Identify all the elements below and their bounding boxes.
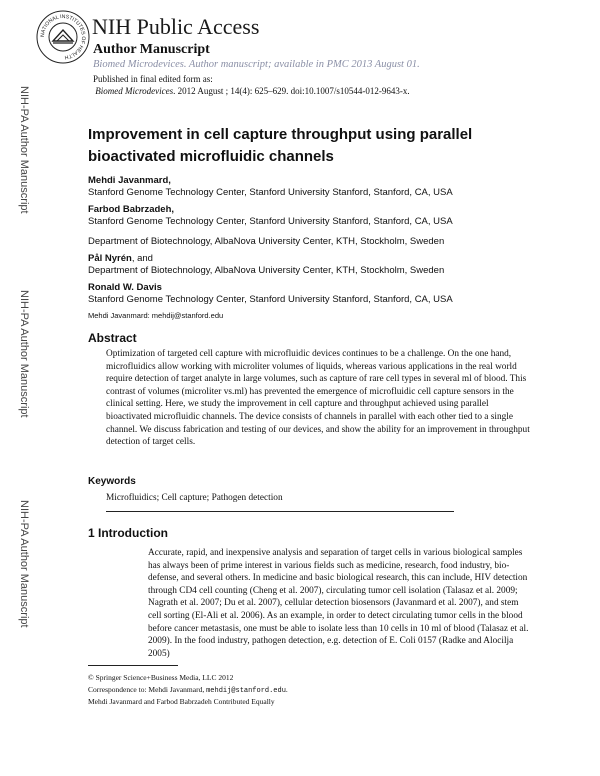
author-name-suffix: , and [131,253,153,264]
logo-ring-text: NATIONAL INSTITUTES OF HEALTH [39,13,87,60]
svg-text:NATIONAL INSTITUTES OF HEALTH [40,14,86,60]
abstract-heading: Abstract [88,331,137,345]
author-email: Mehdi Javanmard: mehdij@stanford.edu [88,311,224,320]
side-stamp: NIH-PA Author Manuscript [18,86,30,214]
correspondence-label: Correspondence to: Mehdi Javanmard, [88,685,207,694]
author-affiliation: Stanford Genome Technology Center, Stanford University Stanford, Stanford, CA, USA [88,187,453,198]
author-manuscript-title: Author Manuscript [93,42,210,57]
journal-name: Biomed Microdevices [95,86,174,96]
nih-public-access-title: NIH Public Access [92,14,260,39]
keywords-text: Microfluidics; Cell capture; Pathogen detection [106,493,283,503]
divider [106,511,454,512]
availability-note: Biomed Microdevices. Author manuscript; available in PMC 2013 August 01. [93,59,420,70]
author-name: Pål Nyrén [88,253,132,264]
author-affiliation: Stanford Genome Technology Center, Stanford University Stanford, Stanford, CA, USA [88,294,453,305]
published-label: Published in final edited form as: [93,74,213,84]
contribution-note: Mehdi Javanmard and Farbod Babrzadeh Contributed Equally [88,697,275,706]
author-affiliation: Department of Biotechnology, AlbaNova University Center, KTH, Stockholm, Sweden [88,265,445,276]
correspondence-email[interactable]: mehdij@stanford.edu [206,687,286,695]
publication-citation [93,86,410,96]
footnote-divider [88,665,178,666]
side-stamp: NIH-PA Author Manuscript [18,290,30,418]
author-name: Mehdi Javanmard, [88,175,171,186]
author-name: Ronald W. Davis [88,282,162,293]
introduction-heading: 1 Introduction [88,526,168,540]
side-stamp: NIH-PA Author Manuscript [18,500,30,628]
introduction-text: Accurate, rapid, and inexpensive analysis and separation of target cells in various biological samples has always been of prime interest in various fields such as medicine, research, food industry, bio-defense, and several others. In medicine and basic biological research, this can include, HIV detection through CD4 cell counting (Cheng et al. 2007), circulating tumor cell isolation (Talasaz et al. 2009; Nagrath et al. 2007; Du et al. 2007), cellular detection biosensors (Javanmard et al. 2007), and stem cell sorting (El-Ali et al. 2006). As an example, in order to detect circulating tumor cells in the blood before cancer metastasis, one must be able to isolate less than 10 cells in 10 ml of blood (Talasaz et al. 2009). In the food industry, pathogen detection, e.g. detection of E. Coli 0157 (Radke and Alocilja 2005) [148,548,529,659]
author-affiliation: Stanford Genome Technology Center, Stanford University Stanford, Stanford, CA, USA [88,216,453,227]
author-line [88,253,153,264]
nih-logo [36,10,90,64]
author-name: Farbod Babrzadeh, [88,204,175,215]
abstract-text: Optimization of targeted cell capture with microfluidic devices continues to be a challenge. On the one hand, microfluidics allow working with microliter volumes of liquids, whereas various applications in the real world require detection of target analyte in large volumes, such as capture of rare cell types in several ml of blood. This contrast of volumes (microliter vs.ml) has prevented the emergence of microfluidic cell capture sensors in the clinical setting. Here, we study the improvement in cell capture and throughput achieved using parallel bioactivated microfluidic channels. The device consists of channels in parallel with each other tied to a single channel. We discuss fabrication and testing of our devices, and show the ability for an improvement in throughput detection of target cells. [106,349,530,448]
citation-details: . 2012 August ; 14(4): 625–629. doi:10.1007/s10544-012-9643-x. [173,86,410,96]
keywords-heading: Keywords [88,476,136,487]
correspondence-note [88,685,288,695]
author-affiliation: Department of Biotechnology, AlbaNova University Center, KTH, Stockholm, Sweden [88,236,445,247]
paper-title: Improvement in cell capture throughput using parallel bioactivated microfluidic channels [88,126,473,165]
correspondence-end: . [285,685,288,694]
copyright-note: © Springer Science+Business Media, LLC 2012 [88,673,234,682]
